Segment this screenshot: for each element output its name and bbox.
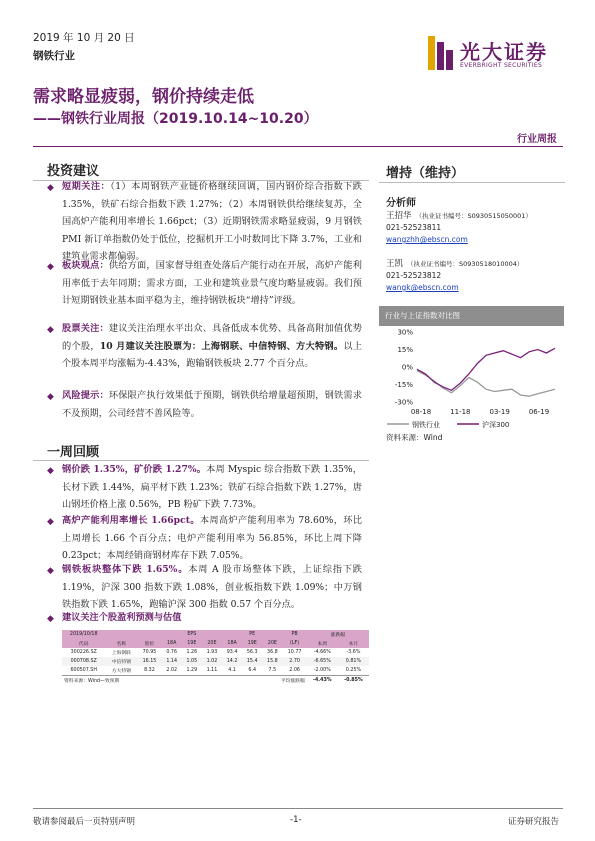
chart-source: 资料来源：Wind	[386, 433, 443, 442]
paragraph-risk: 风险提示：环保限产执行效果低于预期，钢铁供给增量超预期，钢铁需求不及预期，公司经营不善风险等。	[62, 390, 362, 419]
diamond-bullet-icon: ◆	[47, 183, 54, 193]
table-source: 资料来源：Wind—致预期	[64, 679, 120, 684]
index-comparison-chart	[379, 326, 565, 430]
table-header-cell: 本周	[317, 642, 328, 647]
table-cell: -2.00%	[313, 668, 331, 673]
table-header-cell: 2019/10/18	[69, 632, 98, 637]
analyst-email-link[interactable]: wangzhh@ebscn.com	[386, 235, 468, 244]
table-cell: -6.65%	[313, 659, 331, 664]
footer-report-type: 证券研究报告	[508, 817, 560, 827]
x-tick-label: 08-18	[410, 408, 432, 416]
table-header-cell: PE	[249, 632, 256, 637]
diamond-bullet-icon: ◆	[47, 566, 54, 576]
x-tick-label: 03-19	[489, 408, 510, 416]
legend-label: 沪深300	[482, 421, 510, 429]
report-title: 需求略显疲弱，钢价持续走低	[33, 87, 254, 107]
table-avg-week: -4.43%	[312, 678, 332, 683]
diamond-bullet-icon: ◆	[47, 392, 54, 402]
table-header-cell: 名称	[116, 642, 127, 647]
table-header-cell: 代码	[78, 642, 89, 647]
diamond-bullet-icon: ◆	[47, 262, 54, 272]
rating: 增持（维持）	[386, 166, 465, 181]
analyst-name: 王凯	[386, 259, 404, 269]
table-row	[62, 657, 369, 666]
table-header-cell: (LF)	[290, 641, 300, 646]
y-tick-label: 30%	[397, 328, 413, 337]
chart-svg	[379, 326, 565, 430]
analyst-heading: 分析师	[386, 198, 416, 209]
report-subtitle: ——钢铁行业周报（2019.10.14~10.20）	[33, 111, 318, 127]
table-cell: 1.11	[206, 668, 218, 673]
table-cell: 4.1	[228, 668, 236, 673]
table-cell: 2.02	[166, 668, 177, 673]
logo-subtext: EVERBRIGHT SECURITIES	[460, 62, 543, 69]
table-header-cell: 20E	[267, 641, 277, 646]
table-cell: 0.81%	[345, 659, 362, 664]
table-cell: 6.4	[248, 668, 257, 673]
logo-mark	[428, 36, 454, 70]
table-cell: 93.4	[226, 650, 238, 655]
table-cell: 14.2	[226, 659, 238, 664]
series-line-1	[417, 348, 555, 390]
y-tick-label: -30%	[394, 398, 413, 407]
paragraph-short-term: 短期关注：（1）本周钢铁产业链价格继续回调，国内钢价综合指数下跌 1.35%，铁矿石综合指数下跌 1.27%；（2）本周钢铁供给继续复苏，全国高炉产能利用率增长 1.66pct；（3）近期钢铁需求略显疲弱，9 月钢铁 PMI 新订单指数仍处于低位，挖掘机开工小时数同比下降 3.7%，工业和建筑业需求都偏弱。	[62, 181, 362, 262]
table-header-cell: 股价	[144, 642, 155, 647]
table-caption: 建议关注个股盈利预测与估值	[62, 612, 182, 623]
table-header-cell: PB	[291, 632, 298, 637]
legend-label: 钢铁行业	[412, 421, 440, 429]
table-header-cell: 19E	[247, 641, 257, 646]
table-cell: 2.70	[289, 659, 300, 664]
chart-title-bar: 行业与上证指数对比图	[379, 306, 564, 326]
table-cell: 8.32	[144, 668, 155, 673]
table-cell: 1.02	[206, 659, 218, 664]
table-header-cell: 19E	[187, 641, 197, 646]
paragraph-market-review: 钢铁板块整体下跌 1.65%。本周 A 股市场整体下跌，上证综指下跌 1.19%，沪深 300 指数下跌 1.08%，创业板指数下跌 1.09%；中万钢铁指数下跌 1.65%，跑输沪深 300 指数 0.57 个百分点。	[62, 564, 362, 610]
y-tick-label: 0%	[401, 363, 413, 372]
table-cell: 7.5	[268, 668, 277, 673]
table-header-cell: 20E	[207, 641, 217, 646]
table-cell: 15.8	[267, 659, 278, 664]
diamond-bullet-icon: ◆	[47, 517, 54, 527]
table-row	[62, 666, 369, 676]
table-header-cell: 涨跌幅	[330, 633, 346, 638]
stock-valuation-table	[62, 630, 369, 685]
x-tick-label: 06-19	[528, 408, 550, 416]
analyst-phone: 021-52523812	[386, 271, 442, 280]
table-body	[62, 648, 369, 676]
report-type-tag: 行业周报	[517, 134, 557, 145]
diamond-bullet-icon: ◆	[47, 614, 54, 624]
analyst-email-link[interactable]: wangk@ebscn.com	[386, 283, 459, 292]
table-header-cell: 18A	[166, 641, 177, 646]
table-header-row	[62, 639, 369, 648]
table-cell: 10.77	[287, 650, 302, 655]
table-header-cell	[105, 630, 137, 639]
table-cell: 600507.SH	[70, 668, 97, 673]
table-header-row	[62, 630, 369, 639]
table-row	[62, 648, 369, 657]
table-header-cell	[137, 630, 161, 639]
analyst-2	[386, 258, 523, 294]
x-tick-label: 11-18	[450, 408, 471, 416]
table-cell: -3.6%	[346, 650, 361, 655]
logo-text: 光大证券	[460, 40, 548, 64]
y-tick-label: 15%	[397, 346, 413, 354]
industry-label: 钢铁行业	[33, 50, 75, 62]
table-cell: 2.06	[289, 668, 300, 673]
rating-underline	[379, 182, 565, 183]
report-date: 2019 年 10 月 20 日	[33, 32, 135, 44]
table-header-cell: 本月	[348, 642, 359, 647]
analyst-phone: 021-52523811	[386, 223, 442, 232]
analyst-1	[386, 210, 532, 246]
table-cell: 方大特钢	[111, 669, 131, 674]
table-cell: -4.66%	[313, 650, 331, 655]
analyst-cert: （执业证书编号：S0930515050001）	[415, 212, 532, 220]
title-divider	[33, 146, 563, 147]
table-cell: 0.76	[166, 650, 177, 655]
paragraph-stock-picks: 股票关注：建议关注治理水平出众、具备低成本优势、具备高附加值优势的个股，10 月建议关注股票为：上海钢联、中信特钢、方大特钢。以上个股本周平均涨幅为-4.43%，跑输钢铁板块 2.77 个百分点。	[62, 323, 363, 369]
table-cell: 16.15	[142, 659, 157, 664]
table-header-cell: 18A	[227, 641, 237, 646]
table-avg-label: 平均涨跌幅	[280, 679, 305, 684]
table-cell: 0.25%	[345, 668, 362, 673]
y-tick-label: -15%	[394, 381, 413, 389]
table-cell: 36.8	[267, 650, 278, 655]
footer-disclaimer: 敬请参阅最后一页特别声明	[33, 817, 136, 827]
table-cell: 1.05	[186, 659, 198, 664]
table-cell: 56.3	[246, 650, 258, 655]
table-cell: 70.95	[142, 650, 157, 655]
table-cell: 1.29	[186, 668, 198, 673]
section-heading-investment: 投资建议	[47, 164, 100, 179]
section-heading-weekly-review: 一周回顾	[47, 445, 100, 460]
table-cell: 000708.SZ	[70, 659, 97, 664]
table-cell: 1.93	[206, 650, 218, 655]
table-footer-row	[62, 676, 369, 686]
diamond-bullet-icon: ◆	[47, 325, 54, 335]
diamond-bullet-icon: ◆	[47, 466, 54, 476]
table-cell: 1.14	[166, 659, 177, 664]
table-cell: 1.26	[186, 650, 198, 655]
table-cell: 上海钢联	[111, 651, 131, 656]
paragraph-capacity-review: 高炉产能利用率增长 1.66pct。本周高炉产能利用率为 78.60%，环比上周增长 1.66 个百分点；电炉产能利用率为 56.85%，环比上周下降 0.23pct；本周经销商钢材库存下跌 7.05%。	[62, 515, 363, 561]
footer-page-number: -1-	[290, 815, 302, 825]
analyst-name: 王招华	[386, 211, 412, 221]
paragraph-sector-view: 板块观点：供给方面，国家督导组查处落后产能行动在开展，高炉产能利用率低于去年同期；需求方面，工业和建筑业景气度均略显疲弱。我们预计短期钢铁业基本面平稳为主，维持钢铁板块“增持”评级。	[62, 260, 362, 306]
table-avg-month: -0.85%	[344, 678, 363, 683]
paragraph-price-review: 钢价跌 1.35%，矿价跌 1.27%。本周 Myspic 综合指数下跌 1.35%，长材下跌 1.44%，扁平材下跌 1.23%；铁矿石综合指数下跌 1.27%，唐山钢坯价格上涨 0.56%，PB 粉矿下跌 7.73%。	[62, 464, 362, 510]
analyst-cert: （执业证书编号：S0930518010004）	[407, 260, 524, 268]
table-cell: 中信特钢	[111, 660, 131, 665]
table-cell: 15.4	[246, 659, 258, 664]
table-cell: 300226.SZ	[70, 650, 97, 655]
table-header-cell: EPS	[187, 632, 197, 637]
footer-divider	[33, 808, 563, 809]
